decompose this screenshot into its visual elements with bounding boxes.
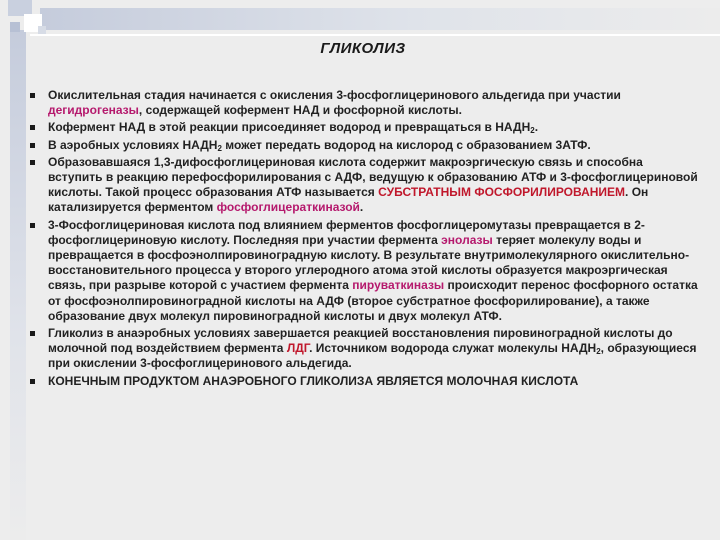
subscript: 2 [530,126,535,136]
divider-line [30,34,720,36]
square-bullet-icon [30,93,35,98]
list-item [30,88,700,118]
list-item [30,326,700,372]
corner-square-decor [10,22,20,32]
item-text: , образующиеся при окислении 3-фосфоглицеринового альдегида. [48,341,697,371]
bullet-list [30,88,700,389]
list-item [30,155,700,216]
enzyme-term: ЛДГ [286,341,310,356]
item-text: . [359,200,364,215]
square-bullet-icon [30,143,35,148]
item-text: В аэробных условиях НАДН [48,137,218,152]
enzyme-term: энолазы [441,232,493,247]
side-decor-bar [10,30,26,540]
list-item [30,374,700,389]
item-text: теряет молекулу воды и превращается в фосфоэнолпировиноградную кислоту. В результате внутримолекулярного окислительно-восстановительного процесса у второго углеродного атома этой кислоты образуется макроэргическая связь, при разрыве которой с участием фермента [48,232,690,293]
key-term: СУБСТРАТНЫМ ФОСФОРИЛИРОВАНИЕМ [378,185,626,200]
enzyme-term: фосфоглицераткиназой [216,200,360,215]
list-item [30,138,700,153]
item-text: Кофермент НАД в этой реакции присоединяет водород и превращаться в НАДН [48,120,531,135]
item-text: происходит перенос фосфорного остатка от фосфоэнолпировиноградной кислоты на АДФ (второе субстратное фосфорилирование), а также образование двух молекул пировиноградной кислоты и двух молекул АТФ. [48,278,698,323]
square-bullet-icon [30,379,35,384]
square-bullet-icon [30,223,35,228]
square-bullet-icon [30,160,35,165]
subscript: 2 [596,347,601,357]
item-text: Образовавшаяся 1,3-дифосфоглицериновая кислота содержит макроэргическую связь и способна вступить в реакцию перефосфорилирования с АДФ, ведущую к образованию АТФ и 3-фосфоглицериновой кислоты. Такой процесс образования АТФ называется [48,154,698,200]
item-text: 3-Фосфоглицериновая кислота под влиянием ферментов фосфоглицеромутазы превращается в 2-фосфоглицериновую кислоту. Последняя при участии фермента [48,217,645,247]
item-text: . [534,120,539,135]
subscript: 2 [217,143,222,153]
enzyme-term: пируваткиназы [352,278,445,293]
item-text: Окислительная стадия начинается с окисления 3-фосфоглицеринового альдегида при участии [48,88,621,102]
item-text: может передать водород на кислород с образованием 3АТФ. [221,137,591,152]
corner-square-decor [38,26,46,34]
list-item [30,218,700,324]
item-text: Гликолиз в анаэробных условиях завершается реакцией восстановления пировиноградной кислоты до молочной под воздействием фермента [48,326,673,356]
item-text: . Он катализируется ферментом [48,185,649,215]
header-decor-bar [40,8,720,30]
enzyme-term: дегидрогеназы [48,103,139,118]
item-text: , содержащей кофермент НАД и фосфорной кислоты. [138,103,462,118]
square-bullet-icon [30,125,35,130]
square-bullet-icon [30,331,35,336]
page-title: ГЛИКОЛИЗ [320,40,406,57]
item-text: . Источником водорода служат молекулы НАДН [309,341,597,356]
item-text: КОНЕЧНЫМ ПРОДУКТОМ АНАЭРОБНОГО ГЛИКОЛИЗА ЯВЛЯЕТСЯ МОЛОЧНАЯ КИСЛОТА [48,373,579,388]
list-item [30,120,700,135]
